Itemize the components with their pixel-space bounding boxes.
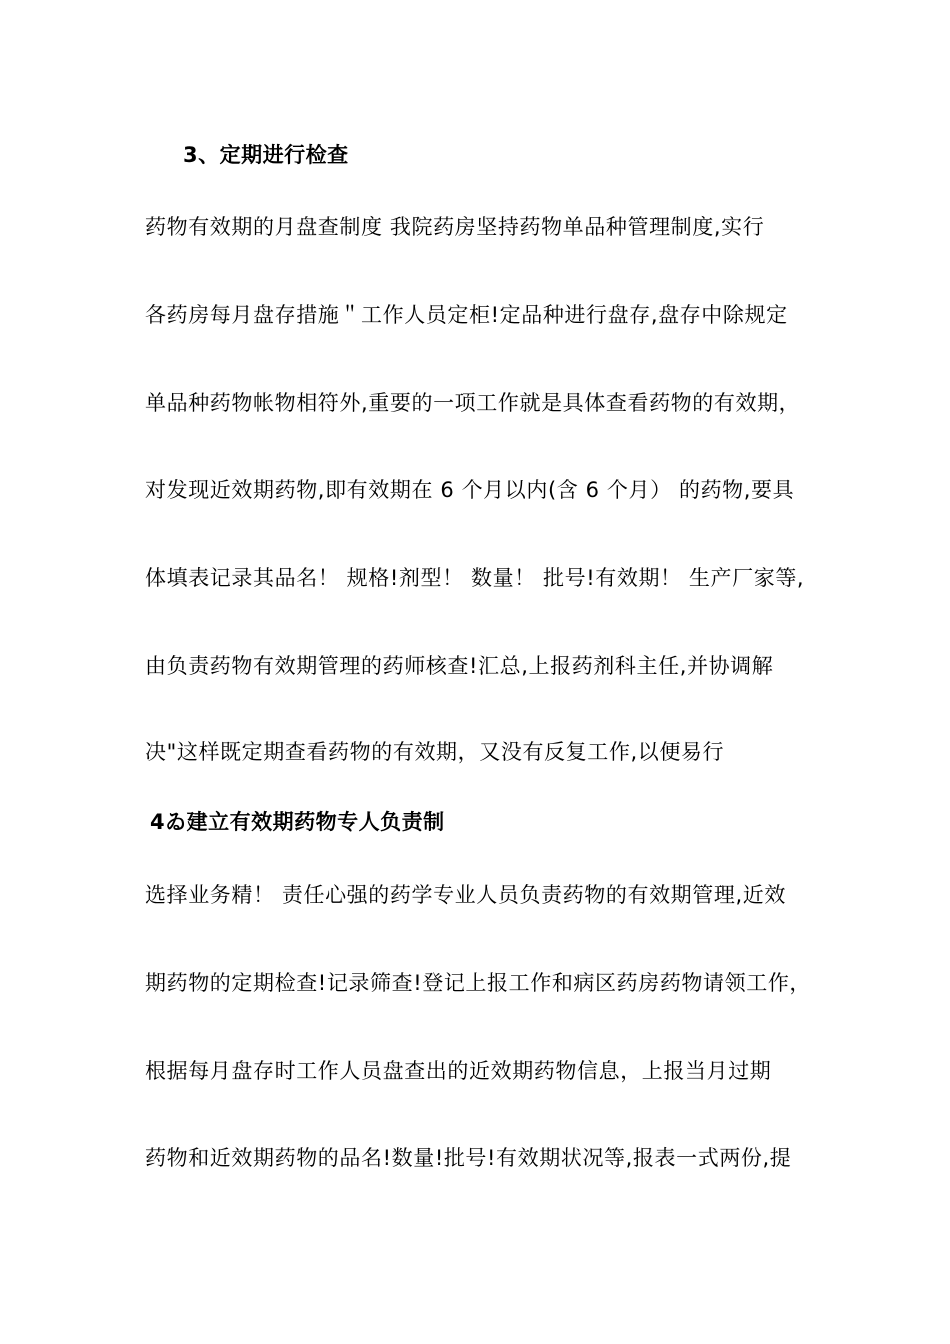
paragraph-line: 决"这样既定期查看药物的有效期，又没有反复工作,以便易行 (145, 740, 725, 764)
section-3-heading: 3、定期进行检查 (183, 143, 349, 167)
paragraph-line: 药物和近效期药物的品名!数量!批号!有效期状况等,报表一式两份,提 (145, 1146, 792, 1170)
paragraph-line: 体填表记录其品名！ 规格!剂型！ 数量！ 批号!有效期！ 生产厂家等, (145, 566, 805, 590)
paragraph-line: 由负责药物有效期管理的药师核查!汇总,上报药剂科主任,并协调解 (145, 654, 774, 678)
section-4-heading: 4ゐ建立有效期药物专人负责制 (150, 810, 445, 834)
paragraph-line: 选择业务精！ 责任心强的药学专业人员负责药物的有效期管理,近效 (145, 883, 786, 907)
paragraph-line: 对发现近效期药物,即有效期在 6 个月以内(含 6 个月） 的药物,要具 (145, 478, 795, 502)
paragraph-line: 各药房每月盘存措施＂工作人员定柜!定品种进行盘存,盘存中除规定 (145, 303, 788, 327)
paragraph-line: 药物有效期的月盘查制度 我院药房坚持药物单品种管理制度,实行 (145, 215, 765, 239)
paragraph-line: 单品种药物帐物相符外,重要的一项工作就是具体查看药物的有效期， (145, 391, 801, 415)
paragraph-line: 期药物的定期检查!记录筛查!登记上报工作和病区药房药物请领工作， (145, 971, 812, 995)
paragraph-line: 根据每月盘存时工作人员盘查出的近效期药物信息，上报当月过期 (145, 1059, 772, 1083)
